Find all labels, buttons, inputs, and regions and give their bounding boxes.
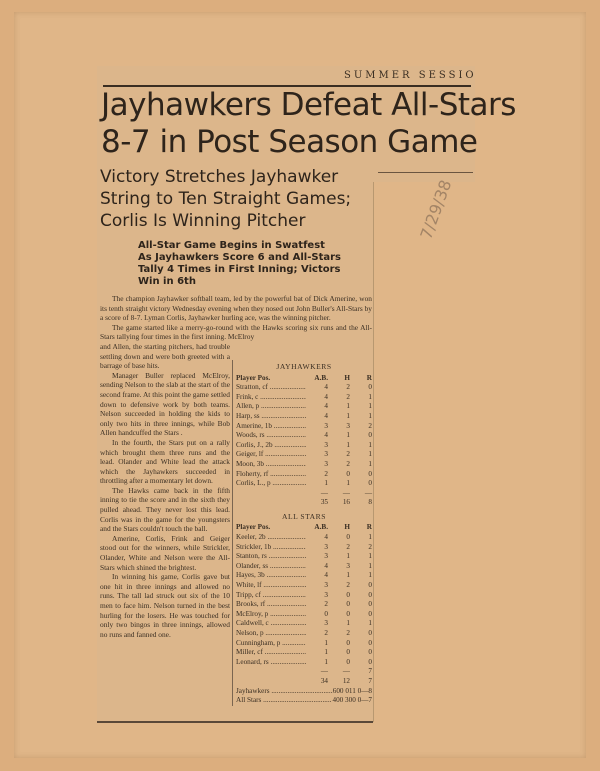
stat-cell: 1 xyxy=(328,441,350,451)
stat-cell: 2 xyxy=(328,460,350,470)
stat-cell: 0 xyxy=(328,591,350,601)
player-cell: Corlis, J., 2b ..... xyxy=(236,441,306,451)
stat-cell: 2 xyxy=(306,600,328,610)
stat-cell: A.B. xyxy=(306,523,328,533)
stat-cell: 3 xyxy=(306,441,328,451)
deck-line: All-Star Game Begins in Swatfest xyxy=(138,240,325,251)
subhead-line: Victory Stretches Jayhawker xyxy=(100,167,339,187)
stat-cell: 7 xyxy=(350,667,372,677)
stat-cell: 4 xyxy=(306,412,328,422)
stat-cell: 3 xyxy=(306,581,328,591)
stat-cell: R xyxy=(350,523,372,533)
stat-cell: 2 xyxy=(306,470,328,480)
headline-line: Jayhawkers Defeat All-Stars xyxy=(101,87,516,123)
handwritten-date: 7/29/38 xyxy=(416,177,456,242)
player-cell: Woods, rs ..... xyxy=(236,431,306,441)
inning-score: 600 011 0—8 xyxy=(332,686,372,695)
player-cell xyxy=(236,667,306,677)
totals-row xyxy=(236,677,372,687)
headline-line: 8-7 in Post Season Game xyxy=(101,124,478,160)
table-row xyxy=(236,393,372,403)
table-row xyxy=(236,639,372,649)
table-row xyxy=(236,460,372,470)
player-cell: Brooks, rf ..... xyxy=(236,600,306,610)
inning-score: 400 300 0—7 xyxy=(332,696,372,705)
stat-cell: H xyxy=(328,374,350,384)
player-cell: Corlis, L., p ..... xyxy=(236,479,306,489)
stat-cell: 0 xyxy=(350,383,372,393)
stat-cell: 1 xyxy=(306,639,328,649)
team-name: Jayhawkers ..... xyxy=(236,687,333,697)
stat-cell: H xyxy=(328,523,350,533)
all-stars-title: ALL STARS xyxy=(282,511,326,521)
team-name: All Stars ..... xyxy=(236,696,332,706)
stat-cell: 1 xyxy=(350,441,372,451)
stat-cell: 1 xyxy=(306,479,328,489)
linescore-row xyxy=(236,696,372,706)
player-cell: Stanton, rs ..... xyxy=(236,552,306,562)
player-cell: Floherty, rf ..... xyxy=(236,470,306,480)
table-row xyxy=(236,658,372,668)
stat-cell: 1 xyxy=(350,562,372,572)
paragraph: In the fourth, the Stars put on a rally which brought them three runs and the lead. Olander and White lead the attack which the Jayhawkers succeeded in throttling after a momentary let down. xyxy=(100,437,230,486)
lead-paragraphs xyxy=(100,294,372,342)
stat-cell: 2 xyxy=(328,383,350,393)
stat-cell: 0 xyxy=(328,658,350,668)
stat-cell: 1 xyxy=(328,479,350,489)
table-row xyxy=(236,648,372,658)
table-row xyxy=(236,619,372,629)
stat-cell: — xyxy=(328,667,350,677)
table-row xyxy=(236,470,372,480)
player-cell: Frink, c ..... xyxy=(236,393,306,403)
column-rule xyxy=(378,172,473,173)
table-row xyxy=(236,591,372,601)
stat-cell: 1 xyxy=(350,552,372,562)
player-cell: White, lf ..... xyxy=(236,581,306,591)
stat-cell: 3 xyxy=(306,591,328,601)
stat-cell: 3 xyxy=(306,422,328,432)
totals-row xyxy=(236,498,372,508)
player-cell: Amerine, 1b ..... xyxy=(236,422,306,432)
table-row xyxy=(236,450,372,460)
table-row xyxy=(236,610,372,620)
stat-cell: 0 xyxy=(350,431,372,441)
player-cell: Allen, p ..... xyxy=(236,402,306,412)
player-cell: Cunningham, p ..... xyxy=(236,639,306,649)
dash-row xyxy=(236,667,372,677)
stat-cell: 8 xyxy=(350,498,372,508)
table-row xyxy=(236,431,372,441)
stat-cell: 3 xyxy=(306,619,328,629)
paragraph: The game started like a merry-go-round with the Hawks scoring six runs and the All-Stars tallying four times in the first inning. McElroy xyxy=(100,322,372,342)
stat-cell: 0 xyxy=(350,470,372,480)
stat-cell: 1 xyxy=(350,412,372,422)
stat-cell: — xyxy=(350,489,372,499)
stat-cell: 2 xyxy=(328,393,350,403)
stat-cell: 0 xyxy=(350,639,372,649)
stat-cell: 1 xyxy=(328,571,350,581)
stat-cell: 0 xyxy=(350,610,372,620)
headline xyxy=(101,87,516,161)
stat-cell: 35 xyxy=(306,498,328,508)
player-cell: Hayes, 3b ..... xyxy=(236,571,306,581)
stat-cell: 4 xyxy=(306,431,328,441)
player-cell: Stratton, cf ..... xyxy=(236,383,306,393)
box-header xyxy=(236,374,372,384)
stat-cell: 1 xyxy=(350,460,372,470)
stat-cell: 1 xyxy=(328,402,350,412)
table-row xyxy=(236,629,372,639)
stat-cell: 1 xyxy=(328,619,350,629)
table-row xyxy=(236,543,372,553)
table-row xyxy=(236,479,372,489)
stat-cell: 2 xyxy=(328,629,350,639)
article-body xyxy=(100,294,372,706)
stat-cell: 1 xyxy=(350,402,372,412)
stat-cell: 2 xyxy=(350,422,372,432)
stat-cell: — xyxy=(306,667,328,677)
stat-cell: 2 xyxy=(328,581,350,591)
stat-cell: 1 xyxy=(350,450,372,460)
jayhawkers-title: JAYHAWKERS xyxy=(276,361,332,371)
stat-cell: 4 xyxy=(306,393,328,403)
stat-cell: 1 xyxy=(328,412,350,422)
table-row xyxy=(236,581,372,591)
stat-cell: 1 xyxy=(350,619,372,629)
subhead xyxy=(100,166,351,232)
player-cell: Player Pos. xyxy=(236,523,271,532)
stat-cell: 0 xyxy=(328,470,350,480)
table-row xyxy=(236,422,372,432)
bottom-rule xyxy=(97,721,373,723)
box-header xyxy=(236,523,372,533)
dash-row xyxy=(236,489,372,499)
stat-cell: 0 xyxy=(350,479,372,489)
table-row xyxy=(236,402,372,412)
stat-cell: 7 xyxy=(350,677,372,687)
stat-cell: 0 xyxy=(328,648,350,658)
paragraph: The champion Jayhawker softball team, led by the powerful bat of Dick Amerine, won its tenth straight victory Wednesday evening when they nosed out John Buller's All-Stars by a score of 8-7. Lyman Corlis, Jayhawker hurling ace, was the winning pitcher. xyxy=(100,294,372,323)
stat-cell: A.B. xyxy=(306,374,328,384)
stat-cell: 0 xyxy=(350,591,372,601)
stat-cell: 0 xyxy=(350,581,372,591)
stat-cell: 4 xyxy=(306,383,328,393)
stat-cell: 4 xyxy=(306,562,328,572)
player-cell: Miller, cf ..... xyxy=(236,648,306,658)
stat-cell: 2 xyxy=(328,543,350,553)
subhead-line: String to Ten Straight Games; xyxy=(100,189,352,209)
stat-cell: 3 xyxy=(328,562,350,572)
paragraph: Manager Buller replaced McElroy, sending Nelson to the slab at the start of the second frame. At this point the game settled down to defensive work by both teams. Nelson succeeded in holding the kids to only two hits in three innings, while Bob Allen handcuffed the Stars . xyxy=(100,370,230,438)
article-columns xyxy=(100,342,372,706)
linescore-row xyxy=(236,687,372,697)
table-row xyxy=(236,412,372,422)
stat-cell: — xyxy=(306,489,328,499)
player-cell: Player Pos. xyxy=(236,373,271,382)
stat-cell: 0 xyxy=(350,629,372,639)
table-row xyxy=(236,533,372,543)
table-row xyxy=(236,562,372,572)
stat-cell: 3 xyxy=(306,450,328,460)
stat-cell: 3 xyxy=(306,552,328,562)
stat-cell: 1 xyxy=(350,393,372,403)
stat-cell: 1 xyxy=(306,658,328,668)
stat-cell: 4 xyxy=(306,533,328,543)
stat-cell: 3 xyxy=(306,543,328,553)
stat-cell: 0 xyxy=(328,610,350,620)
stat-cell: 16 xyxy=(328,498,350,508)
stat-cell: 1 xyxy=(328,431,350,441)
player-cell: Caldwell, c ..... xyxy=(236,619,306,629)
table-row xyxy=(236,383,372,393)
running-head: SUMMER SESSIO xyxy=(344,70,477,81)
stat-cell: 0 xyxy=(350,648,372,658)
player-cell: Harp, ss ..... xyxy=(236,412,306,422)
deck-line: As Jayhawkers Score 6 and All-Stars xyxy=(138,252,341,263)
player-cell xyxy=(236,677,306,687)
table-row xyxy=(236,441,372,451)
stat-cell: 0 xyxy=(328,639,350,649)
player-cell: Leonard, rs ..... xyxy=(236,658,306,668)
player-cell: Strickler, 1b ..... xyxy=(236,543,306,553)
player-cell: Nelson, p ..... xyxy=(236,629,306,639)
player-cell: Geiger, lf ..... xyxy=(236,450,306,460)
deck-line: Tally 4 Times in First Inning; Victors xyxy=(138,264,341,275)
stat-cell: 2 xyxy=(306,629,328,639)
deck-line: Win in 6th xyxy=(138,276,196,287)
stat-cell: 1 xyxy=(328,552,350,562)
stat-cell: 0 xyxy=(350,658,372,668)
paragraph: The Hawks came back in the fifth inning to tie the score and in the sixth they pulled ahead. They never lost this lead. Corlis was in the game for the youngsters and the Stars couldn't touch the ball. xyxy=(100,485,230,534)
paragraph: and Allen, the starting pitchers, had trouble settling down and were both greeted with a barrage of base hits. xyxy=(100,341,230,371)
stat-cell: R xyxy=(350,374,372,384)
stat-cell: 2 xyxy=(328,450,350,460)
table-row xyxy=(236,571,372,581)
stat-cell: 0 xyxy=(306,610,328,620)
box-score xyxy=(232,360,372,706)
stat-cell: 12 xyxy=(328,677,350,687)
stat-cell: 3 xyxy=(306,460,328,470)
stat-cell: 2 xyxy=(350,543,372,553)
stat-cell: 3 xyxy=(328,422,350,432)
article-column xyxy=(100,342,230,639)
player-cell: McElroy, p ..... xyxy=(236,610,306,620)
stat-cell: 1 xyxy=(350,533,372,543)
stat-cell: 4 xyxy=(306,402,328,412)
subhead-line: Corlis Is Winning Pitcher xyxy=(100,211,306,231)
player-cell: Olander, ss ..... xyxy=(236,562,306,572)
player-cell: Tripp, cf ..... xyxy=(236,591,306,601)
stat-cell: 34 xyxy=(306,677,328,687)
table-row xyxy=(236,552,372,562)
stat-cell: 0 xyxy=(328,533,350,543)
table-row xyxy=(236,600,372,610)
stat-cell: 0 xyxy=(328,600,350,610)
player-cell: Moon, 3b ..... xyxy=(236,460,306,470)
deck xyxy=(138,240,341,288)
stat-cell: 1 xyxy=(350,571,372,581)
stat-cell: — xyxy=(328,489,350,499)
paragraph: In winning his game, Corlis gave but one hit in three innings and allowed no runs. The tall lad struck out six of the 10 men to face him. Nelson turned in the best hurling for the losers. He was touched for only two bingos in three innings, allowed no runs and fanned one. xyxy=(100,572,230,639)
player-cell: Keeler, 2b ..... xyxy=(236,533,306,543)
stat-cell: 0 xyxy=(350,600,372,610)
paragraph: Amerine, Corlis, Frink and Geiger stood out for the winners, while Strickler, Olander, White and Nelson were the All-Stars which shined the brightest. xyxy=(100,533,230,572)
stat-cell: 1 xyxy=(306,648,328,658)
player-cell xyxy=(236,498,306,508)
stat-cell: 4 xyxy=(306,571,328,581)
player-cell xyxy=(236,489,306,499)
